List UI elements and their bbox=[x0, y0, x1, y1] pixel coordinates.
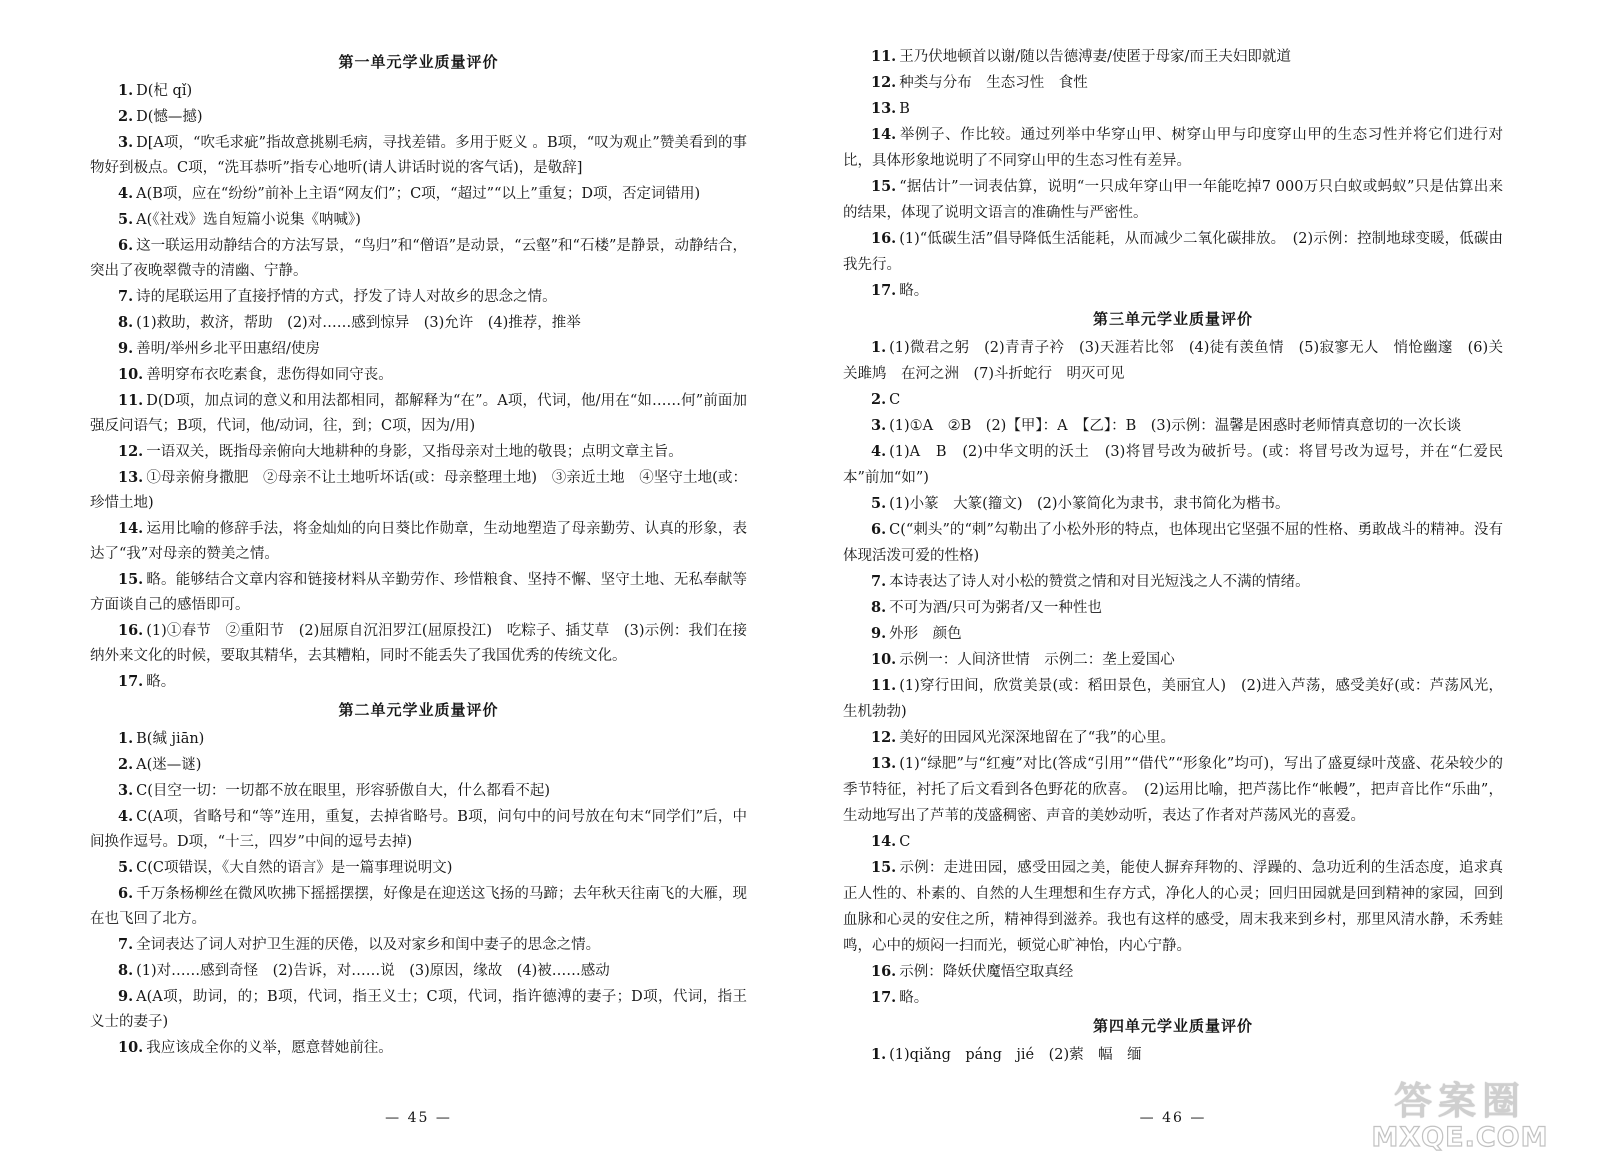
item-text: 本诗表达了诗人对小松的赞赏之情和对目光短浅之人不满的情绪。 bbox=[889, 574, 1310, 590]
item-number: 10. bbox=[118, 366, 144, 383]
section-title: 第二单元学业质量评价 bbox=[338, 701, 499, 719]
answer-item bbox=[90, 362, 747, 388]
item-number: 6. bbox=[118, 237, 134, 254]
item-number: 1. bbox=[871, 1046, 887, 1063]
item-text: (1)“低碳生活”倡导降低生活能耗，从而减少二氧化碳排放。 (2)示例：控制地球变暖，低碳由我先行。 bbox=[843, 231, 1503, 273]
answer-item bbox=[843, 725, 1503, 751]
answer-item bbox=[90, 465, 747, 516]
item-text: A(《社戏》选自短篇小说集《呐喊》) bbox=[136, 212, 361, 228]
item-number: 11. bbox=[118, 392, 144, 409]
item-text: 全词表达了词人对护卫生涯的厌倦，以及对家乡和闺中妻子的思念之情。 bbox=[136, 937, 601, 953]
item-text: (1)A B (2)中华文明的沃土 (3)将冒号改为破折号。(或：将冒号改为逗号，并在“仁爱民本”前加“如”) bbox=[843, 444, 1503, 486]
answer-item bbox=[843, 439, 1503, 491]
item-number: 9. bbox=[871, 625, 887, 642]
item-number: 17. bbox=[118, 673, 144, 690]
item-text: 举例子、作比较。通过列举中华穿山甲、树穿山甲与印度穿山甲的生态习性并将它们进行对比，具体形象地说明了不同穿山甲的生态习性有差异。 bbox=[843, 127, 1503, 169]
watermark-logo: 答案圈 bbox=[1393, 1079, 1526, 1123]
item-number: 14. bbox=[118, 520, 144, 537]
item-text: C bbox=[899, 834, 911, 850]
answer-item bbox=[90, 104, 747, 130]
item-text: C(目空一切：一切都不放在眼里，形容骄傲自大，什么都看不起) bbox=[136, 783, 551, 799]
item-number: 15. bbox=[871, 859, 897, 876]
answer-item bbox=[843, 278, 1503, 304]
answer-item bbox=[90, 567, 747, 618]
answer-item bbox=[843, 335, 1503, 387]
item-text: 王乃伏地顿首以谢/随以告德溥妻/使匿于母家/而王夫妇即就道 bbox=[899, 49, 1291, 65]
item-number: 1. bbox=[118, 82, 134, 99]
item-text: (1)“绿肥”与“红瘦”对比(答成“引用”“借代”“形象化”均可)，写出了盛夏绿叶茂盛、花朵较少的季节特征，衬托了后文看到各色野花的欣喜。 (2)运用比喻，把芦荡比作“帐幔”，把声音比作“乐曲”，生动地写出了芦苇的茂盛稠密、声音的美妙动听，表达了作者对芦荡风光的喜爱。 bbox=[843, 756, 1503, 824]
item-text: 我应该成全你的义举，愿意替她前往。 bbox=[146, 1040, 393, 1056]
answer-item bbox=[90, 778, 747, 804]
answer-item bbox=[843, 96, 1503, 122]
answer-item bbox=[90, 855, 747, 881]
item-text: 不可为酒/只可为粥者/又一种性也 bbox=[889, 600, 1102, 616]
item-text: D(D项，加点词的意义和用法都相同，都解释为“在”。A项，代词，他/用在“如……何”前面加强反问语气；B项，代词，他/动词，往，到；C项，因为/用) bbox=[90, 393, 747, 434]
item-number: 3. bbox=[871, 417, 887, 434]
item-number: 12. bbox=[118, 443, 144, 460]
item-text: (1)对……感到奇怪 (2)告诉，对……说 (3)原因，缘故 (4)被……感动 bbox=[136, 963, 610, 979]
answer-item bbox=[90, 752, 747, 778]
answer-item bbox=[90, 233, 747, 284]
item-text: 运用比喻的修辞手法，将金灿灿的向日葵比作勋章，生动地塑造了母亲勤劳、认真的形象，表达了“我”对母亲的赞美之情。 bbox=[90, 521, 747, 562]
answer-item bbox=[843, 226, 1503, 278]
answer-item bbox=[90, 388, 747, 439]
item-number: 8. bbox=[118, 962, 134, 979]
item-text: 外形 颜色 bbox=[889, 626, 962, 642]
item-text: C(A项，省略号和“等”连用，重复，去掉省略号。B项，问句中的问号放在句末“同学们”后，中间换作逗号。D项，“十三，四岁”中间的逗号去掉) bbox=[90, 809, 747, 850]
item-number: 9. bbox=[118, 988, 134, 1005]
item-number: 17. bbox=[871, 989, 897, 1006]
item-number: 7. bbox=[118, 936, 134, 953]
answer-item bbox=[843, 413, 1503, 439]
item-text: D(杞 qǐ) bbox=[136, 83, 193, 99]
item-text: “据估计”一词表估算，说明“一只成年穿山甲一年能吃掉7 000万只白蚁或蚂蚁”只是估算出来的结果，体现了说明文语言的准确性与严密性。 bbox=[843, 179, 1503, 221]
item-text: C bbox=[889, 392, 901, 408]
item-text: D[A项，“吹毛求疵”指故意挑剔毛病，寻找差错。多用于贬义 。B项，“叹为观止”赞美看到的事物好到极点。C项，“洗耳恭听”指专心地听(请人讲话时说的客气话)，是敬辞] bbox=[90, 135, 747, 176]
answer-item bbox=[843, 122, 1503, 174]
item-text: (1)微君之躬 (2)青青子衿 (3)天涯若比邻 (4)徒有羡鱼情 (5)寂寥无人 悄怆幽邃 (6)关关雎鸠 在河之洲 (7)斗折蛇行 明灭可见 bbox=[843, 340, 1503, 382]
item-text: 千万条杨柳丝在微风吹拂下摇摇摆摆，好像是在迎送这飞扬的马蹄；去年秋天往南飞的大雁，现在也飞回了北方。 bbox=[90, 886, 747, 927]
item-number: 15. bbox=[871, 178, 897, 195]
answer-item bbox=[90, 130, 747, 181]
item-text: 一语双关，既指母亲俯向大地耕种的身影，又指母亲对土地的敬畏；点明文章主旨。 bbox=[146, 444, 683, 460]
answer-item bbox=[843, 855, 1503, 959]
item-number: 11. bbox=[871, 677, 897, 694]
section-title: 第三单元学业质量评价 bbox=[1092, 310, 1253, 328]
item-number: 3. bbox=[118, 134, 134, 151]
answer-item bbox=[90, 181, 747, 207]
item-text: (1)救助，救济，帮助 (2)对……感到惊异 (3)允许 (4)推荐，推举 bbox=[136, 315, 581, 331]
answer-item bbox=[843, 387, 1503, 413]
item-text: (1)qiǎng páng jié (2)萦 幅 缅 bbox=[889, 1047, 1142, 1063]
answer-item bbox=[90, 984, 747, 1035]
item-number: 4. bbox=[118, 185, 134, 202]
item-text: ①母亲俯身撒肥 ②母亲不让土地听坏话(或：母亲整理土地) ③亲近土地 ④坚守土地(或：珍惜土地) bbox=[90, 470, 747, 511]
item-number: 2. bbox=[871, 391, 887, 408]
answer-item bbox=[90, 516, 747, 567]
answer-item bbox=[843, 491, 1503, 517]
item-number: 1. bbox=[871, 339, 887, 356]
right-page-content bbox=[843, 0, 1503, 1095]
item-number: 11. bbox=[871, 48, 897, 65]
answer-item bbox=[90, 336, 747, 362]
item-text: D(憾—撼) bbox=[136, 109, 203, 125]
answer-item bbox=[843, 829, 1503, 855]
answer-item bbox=[90, 78, 747, 104]
item-text: 略。能够结合文章内容和链接材料从辛勤劳作、珍惜粮食、坚持不懈、坚守土地、无私奉献等方面谈自己的感悟即可。 bbox=[90, 572, 747, 613]
item-number: 12. bbox=[871, 74, 897, 91]
item-text: 诗的尾联运用了直接抒情的方式，抒发了诗人对故乡的思念之情。 bbox=[136, 289, 557, 305]
item-number: 7. bbox=[118, 288, 134, 305]
answer-item bbox=[90, 310, 747, 336]
page-number-right: — 46 — bbox=[1139, 1110, 1207, 1126]
answer-item bbox=[90, 804, 747, 855]
item-number: 10. bbox=[871, 651, 897, 668]
item-number: 7. bbox=[871, 573, 887, 590]
answer-item bbox=[843, 595, 1503, 621]
answer-item bbox=[90, 207, 747, 233]
answer-item bbox=[90, 439, 747, 465]
item-number: 6. bbox=[118, 885, 134, 902]
watermark bbox=[1340, 1080, 1580, 1154]
answer-item bbox=[843, 647, 1503, 673]
item-number: 14. bbox=[871, 833, 897, 850]
answer-item bbox=[843, 673, 1503, 725]
answer-item bbox=[843, 517, 1503, 569]
answer-item bbox=[843, 621, 1503, 647]
item-text: 美好的田园风光深深地留在了“我”的心里。 bbox=[899, 730, 1176, 746]
answer-item bbox=[90, 726, 747, 752]
item-text: A(迷—谜) bbox=[136, 757, 202, 773]
item-number: 1. bbox=[118, 730, 134, 747]
item-text: 这一联运用动静结合的方法写景，“鸟归”和“僧语”是动景，“云壑”和“石楼”是静景，动静结合，突出了夜晚翠微寺的清幽、宁静。 bbox=[90, 238, 747, 279]
item-text: 善明/举州乡北平田惠绍/使房 bbox=[136, 341, 320, 357]
answer-item bbox=[843, 569, 1503, 595]
answer-item bbox=[90, 669, 747, 695]
item-number: 6. bbox=[871, 521, 887, 538]
item-number: 2. bbox=[118, 756, 134, 773]
left-page-content bbox=[90, 0, 747, 1095]
answer-item bbox=[843, 174, 1503, 226]
section-title: 第一单元学业质量评价 bbox=[338, 53, 499, 71]
item-text: 略。 bbox=[899, 283, 929, 299]
answer-item bbox=[90, 958, 747, 984]
answer-item bbox=[843, 985, 1503, 1011]
item-number: 13. bbox=[871, 100, 897, 117]
item-number: 10. bbox=[118, 1039, 144, 1056]
answer-item bbox=[843, 44, 1503, 70]
answer-item bbox=[90, 1035, 747, 1061]
item-number: 4. bbox=[118, 808, 134, 825]
item-text: (1)①A ②B (2)【甲】：A 【乙】：B (3)示例：温馨是困惑时老师情真意切的一次长谈 bbox=[889, 418, 1462, 434]
item-number: 13. bbox=[118, 469, 144, 486]
item-number: 5. bbox=[118, 859, 134, 876]
item-number: 4. bbox=[871, 443, 887, 460]
item-number: 16. bbox=[118, 622, 144, 639]
answer-item bbox=[90, 932, 747, 958]
item-number: 15. bbox=[118, 571, 144, 588]
item-number: 17. bbox=[871, 282, 897, 299]
item-text: B bbox=[899, 101, 910, 117]
item-text: 善明穿布衣吃素食，悲伤得如同守丧。 bbox=[146, 367, 393, 383]
answer-item bbox=[843, 1042, 1503, 1068]
item-text: 示例：降妖伏魔悟空取真经 bbox=[899, 964, 1074, 980]
item-text: A(B项，应在“纷纷”前补上主语“网友们”；C项，“超过”“以上”重复；D项，否定词错用) bbox=[136, 186, 701, 202]
answer-item bbox=[90, 881, 747, 932]
item-text: (1)①春节 ②重阳节 (2)屈原自沉汨罗江(屈原投江) 吃粽子、插艾草 (3)示例：我们在接纳外来文化的时候，要取其精华，去其糟粕，同时不能丢失了我国优秀的传统文化。 bbox=[90, 623, 747, 664]
item-number: 16. bbox=[871, 963, 897, 980]
item-number: 12. bbox=[871, 729, 897, 746]
item-number: 16. bbox=[871, 230, 897, 247]
section-title: 第四单元学业质量评价 bbox=[1092, 1017, 1253, 1035]
item-number: 8. bbox=[118, 314, 134, 331]
item-number: 13. bbox=[871, 755, 897, 772]
item-text: (1)穿行田间，欣赏美景(或：稻田景色，美丽宜人) (2)进入芦荡，感受美好(或：芦荡风光，生机勃勃) bbox=[843, 678, 1503, 720]
answer-item bbox=[843, 70, 1503, 96]
item-text: C(C项错误，《大自然的语言》是一篇事理说明文) bbox=[136, 860, 453, 876]
item-number: 3. bbox=[118, 782, 134, 799]
answer-item bbox=[90, 618, 747, 669]
item-number: 5. bbox=[871, 495, 887, 512]
item-number: 5. bbox=[118, 211, 134, 228]
item-text: (1)小篆 大篆(籀文) (2)小篆简化为隶书，隶书简化为楷书。 bbox=[889, 496, 1290, 512]
item-text: 示例：走进田园，感受田园之美，能使人摒弃拜物的、浮躁的、急功近利的生活态度，追求真正人性的、朴素的、自然的人生理想和生存方式，净化人的心灵；回归田园就是回到精神的家园，回到血脉和心灵的安住之所，精神得到滋养。我也有这样的感受，周末我来到乡村，那里风清水静，禾秀蛙鸣，心中的烦闷一扫而光，顿觉心旷神怡，内心宁静。 bbox=[843, 860, 1503, 954]
item-number: 2. bbox=[118, 108, 134, 125]
item-text: 略。 bbox=[899, 990, 929, 1006]
item-text: B(缄 jiān) bbox=[136, 731, 205, 747]
item-number: 9. bbox=[118, 340, 134, 357]
item-text: A(A项，助词，的；B项，代词，指王义士；C项，代词，指许德溥的妻子；D项，代词，指王义士的妻子) bbox=[90, 989, 747, 1030]
item-number: 14. bbox=[871, 126, 897, 143]
watermark-site-text: MXQE.COM bbox=[1371, 1122, 1549, 1153]
item-text: 种类与分布 生态习性 食性 bbox=[899, 75, 1088, 91]
item-text: 示例一：人间济世情 示例二：垄上爱国心 bbox=[899, 652, 1175, 668]
answer-item bbox=[843, 959, 1503, 985]
answer-item bbox=[90, 284, 747, 310]
item-number: 8. bbox=[871, 599, 887, 616]
item-text: 略。 bbox=[146, 674, 176, 690]
item-text: C(“刺头”的“刺”勾勒出了小松外形的特点，也体现出它坚强不屈的性格、勇敢战斗的精神。没有体现活泼可爱的性格) bbox=[843, 522, 1503, 564]
answer-item bbox=[843, 751, 1503, 829]
page-number-left: — 45 — bbox=[385, 1110, 452, 1126]
